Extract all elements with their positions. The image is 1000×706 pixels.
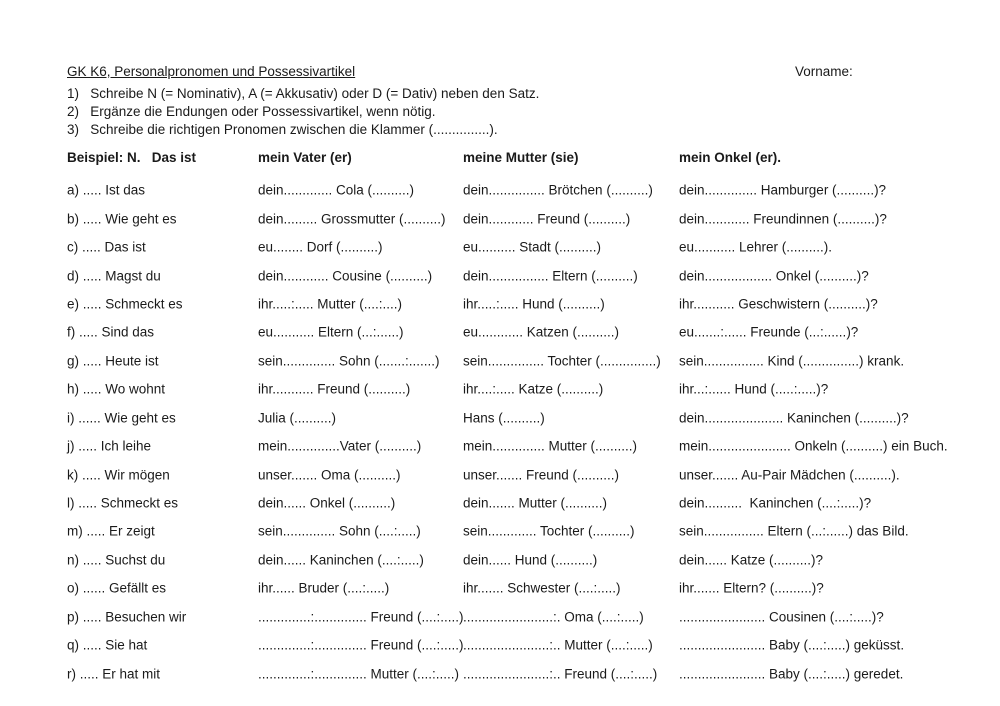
row-item-3: dein.......... Kaninchen (....:.....)? [679, 495, 872, 511]
exercise-row [0, 659, 1000, 687]
row-item-3: dein..................... Kaninchen (..........)? [679, 410, 909, 426]
row-item-3: dein............ Freundinnen (..........)? [679, 211, 887, 227]
row-sentence-start: m) ..... Er zeigt [67, 523, 155, 539]
row-item-2: dein....... Mutter (..........) [463, 495, 608, 511]
row-item-2: dein...... Hund (..........) [463, 552, 598, 568]
row-item-2: dein............ Freund (..........) [463, 211, 631, 227]
row-item-2: ihr.....:..... Hund (..........) [463, 296, 605, 312]
exercise-row [0, 517, 1000, 545]
exercise-row [0, 318, 1000, 346]
row-item-3: ....................... Cousinen (....:.....)? [679, 609, 884, 625]
exercise-row [0, 489, 1000, 517]
row-sentence-start: g) ..... Heute ist [67, 353, 159, 369]
exercise-row [0, 574, 1000, 602]
row-item-1: dein............. Cola (..........) [258, 182, 415, 198]
row-item-1: dein...... Onkel (..........) [258, 495, 396, 511]
row-item-1: eu........ Dorf (..........) [258, 239, 383, 255]
example-row [0, 150, 1000, 178]
row-item-1: ihr...... Bruder (....:.....) [258, 580, 390, 596]
exercise-row [0, 290, 1000, 318]
row-sentence-start: a) ..... Ist das [67, 182, 146, 198]
row-sentence-start: q) ..... Sie hat [67, 637, 148, 653]
row-item-2: Hans (..........) [463, 410, 545, 426]
row-item-2: ihr....... Schwester (....:.....) [463, 580, 621, 596]
row-item-2: dein............... Brötchen (..........) [463, 182, 653, 198]
row-item-3: dein.................. Onkel (..........)? [679, 268, 869, 284]
row-item-1: dein...... Kaninchen (....:.....) [258, 552, 424, 568]
row-sentence-start: e) ..... Schmeckt es [67, 296, 183, 312]
row-item-3: dein...... Katze (..........)? [679, 552, 824, 568]
example-item-2: meine Mutter (sie) [463, 150, 579, 165]
row-item-2: sein............... Tochter (...............) [463, 353, 661, 369]
row-item-2: eu............ Katzen (..........) [463, 324, 620, 340]
row-item-3: ....................... Baby (....:.....) geredet. [679, 666, 904, 682]
example-item-1: mein Vater (er) [258, 150, 352, 165]
row-item-3: unser....... Au-Pair Mädchen (..........). [679, 467, 900, 483]
row-sentence-start: f) ..... Sind das [67, 324, 155, 340]
row-item-2: eu.......... Stadt (..........) [463, 239, 602, 255]
row-item-1: ihr........... Freund (..........) [258, 381, 411, 397]
example-item-3: mein Onkel (er). [679, 150, 782, 165]
row-item-2: dein................ Eltern (..........) [463, 268, 638, 284]
exercise-row [0, 176, 1000, 204]
row-item-1: mein..............Vater (..........) [258, 438, 422, 454]
instruction-3: 3) Schreibe die richtigen Pronomen zwischen die Klammer (...............). [67, 122, 498, 137]
row-item-1: Julia (..........) [258, 410, 337, 426]
row-sentence-start: l) ..... Schmeckt es [67, 495, 179, 511]
row-item-1: ..............:.............. Freund (....:.....) [258, 609, 464, 625]
row-sentence-start: n) ..... Suchst du [67, 552, 166, 568]
example-sentence-start: Beispiel: N. Das ist [67, 150, 197, 165]
row-item-1: eu........... Eltern (...:......) [258, 324, 404, 340]
row-item-3: ihr........... Geschwistern (..........)? [679, 296, 878, 312]
row-item-2: ihr....:..... Katze (..........) [463, 381, 604, 397]
instruction-2: 2) Ergänze die Endungen oder Possessivartikel, wenn nötig. [67, 104, 436, 119]
row-sentence-start: b) ..... Wie geht es [67, 211, 177, 227]
exercise-row [0, 546, 1000, 574]
row-item-1: ..............:.............. Mutter (....:.....) [258, 666, 460, 682]
row-item-1: sein.............. Sohn (....:.....) [258, 523, 421, 539]
row-sentence-start: d) ..... Magst du [67, 268, 161, 284]
exercise-row [0, 603, 1000, 631]
row-item-2: .......................:.. Freund (....:.....) [463, 666, 658, 682]
row-item-2: .......................:.. Mutter (....:.....) [463, 637, 653, 653]
vorname-label: Vorname: [795, 64, 853, 79]
exercise-row [0, 631, 1000, 659]
row-sentence-start: r) ..... Er hat mit [67, 666, 161, 682]
row-sentence-start: i) ...... Wie geht es [67, 410, 176, 426]
row-item-2: sein............. Tochter (..........) [463, 523, 635, 539]
exercise-row [0, 375, 1000, 403]
exercise-row [0, 404, 1000, 432]
row-sentence-start: h) ..... Wo wohnt [67, 381, 166, 397]
row-item-3: mein...................... Onkeln (..........) ein Buch. [679, 438, 948, 454]
row-sentence-start: o) ...... Gefällt es [67, 580, 167, 596]
row-item-1: sein.............. Sohn (.......:.......) [258, 353, 440, 369]
row-item-2: ........................:. Oma (....:.....) [463, 609, 644, 625]
row-item-3: dein.............. Hamburger (..........)? [679, 182, 887, 198]
exercise-rows [0, 176, 1000, 688]
row-item-3: ....................... Baby (....:.....) geküsst. [679, 637, 905, 653]
row-item-1: unser....... Oma (..........) [258, 467, 401, 483]
row-item-3: sein................ Eltern (...:......) das Bild. [679, 523, 909, 539]
exercise-row [0, 460, 1000, 488]
worksheet-title: GK K6, Personalpronomen und Possessivartikel [67, 64, 356, 79]
row-sentence-start: k) ..... Wir mögen [67, 467, 170, 483]
row-item-1: ihr.....:..... Mutter (....:....) [258, 296, 403, 312]
row-sentence-start: j) ..... Ich leihe [67, 438, 152, 454]
exercise-row [0, 233, 1000, 261]
row-item-3: ihr....... Eltern? (..........)? [679, 580, 824, 596]
row-item-1: dein......... Grossmutter (..........) [258, 211, 446, 227]
exercise-row [0, 261, 1000, 289]
row-item-2: unser....... Freund (..........) [463, 467, 620, 483]
row-sentence-start: c) ..... Das ist [67, 239, 146, 255]
row-item-3: eu.......:...... Freunde (...:......)? [679, 324, 859, 340]
exercise-row [0, 347, 1000, 375]
row-item-3: ihr...:...... Hund (.....:.....)? [679, 381, 829, 397]
instruction-1: 1) Schreibe N (= Nominativ), A (= Akkusativ) oder D (= Dativ) neben den Satz. [67, 86, 540, 101]
row-item-1: dein............ Cousine (..........) [258, 268, 433, 284]
row-sentence-start: p) ..... Besuchen wir [67, 609, 187, 625]
exercise-row [0, 432, 1000, 460]
row-item-3: eu........... Lehrer (..........). [679, 239, 833, 255]
row-item-2: mein.............. Mutter (..........) [463, 438, 638, 454]
row-item-1: ..............:.............. Freund (....:.....) [258, 637, 464, 653]
row-item-3: sein................ Kind (...............) krank. [679, 353, 905, 369]
exercise-row [0, 204, 1000, 232]
